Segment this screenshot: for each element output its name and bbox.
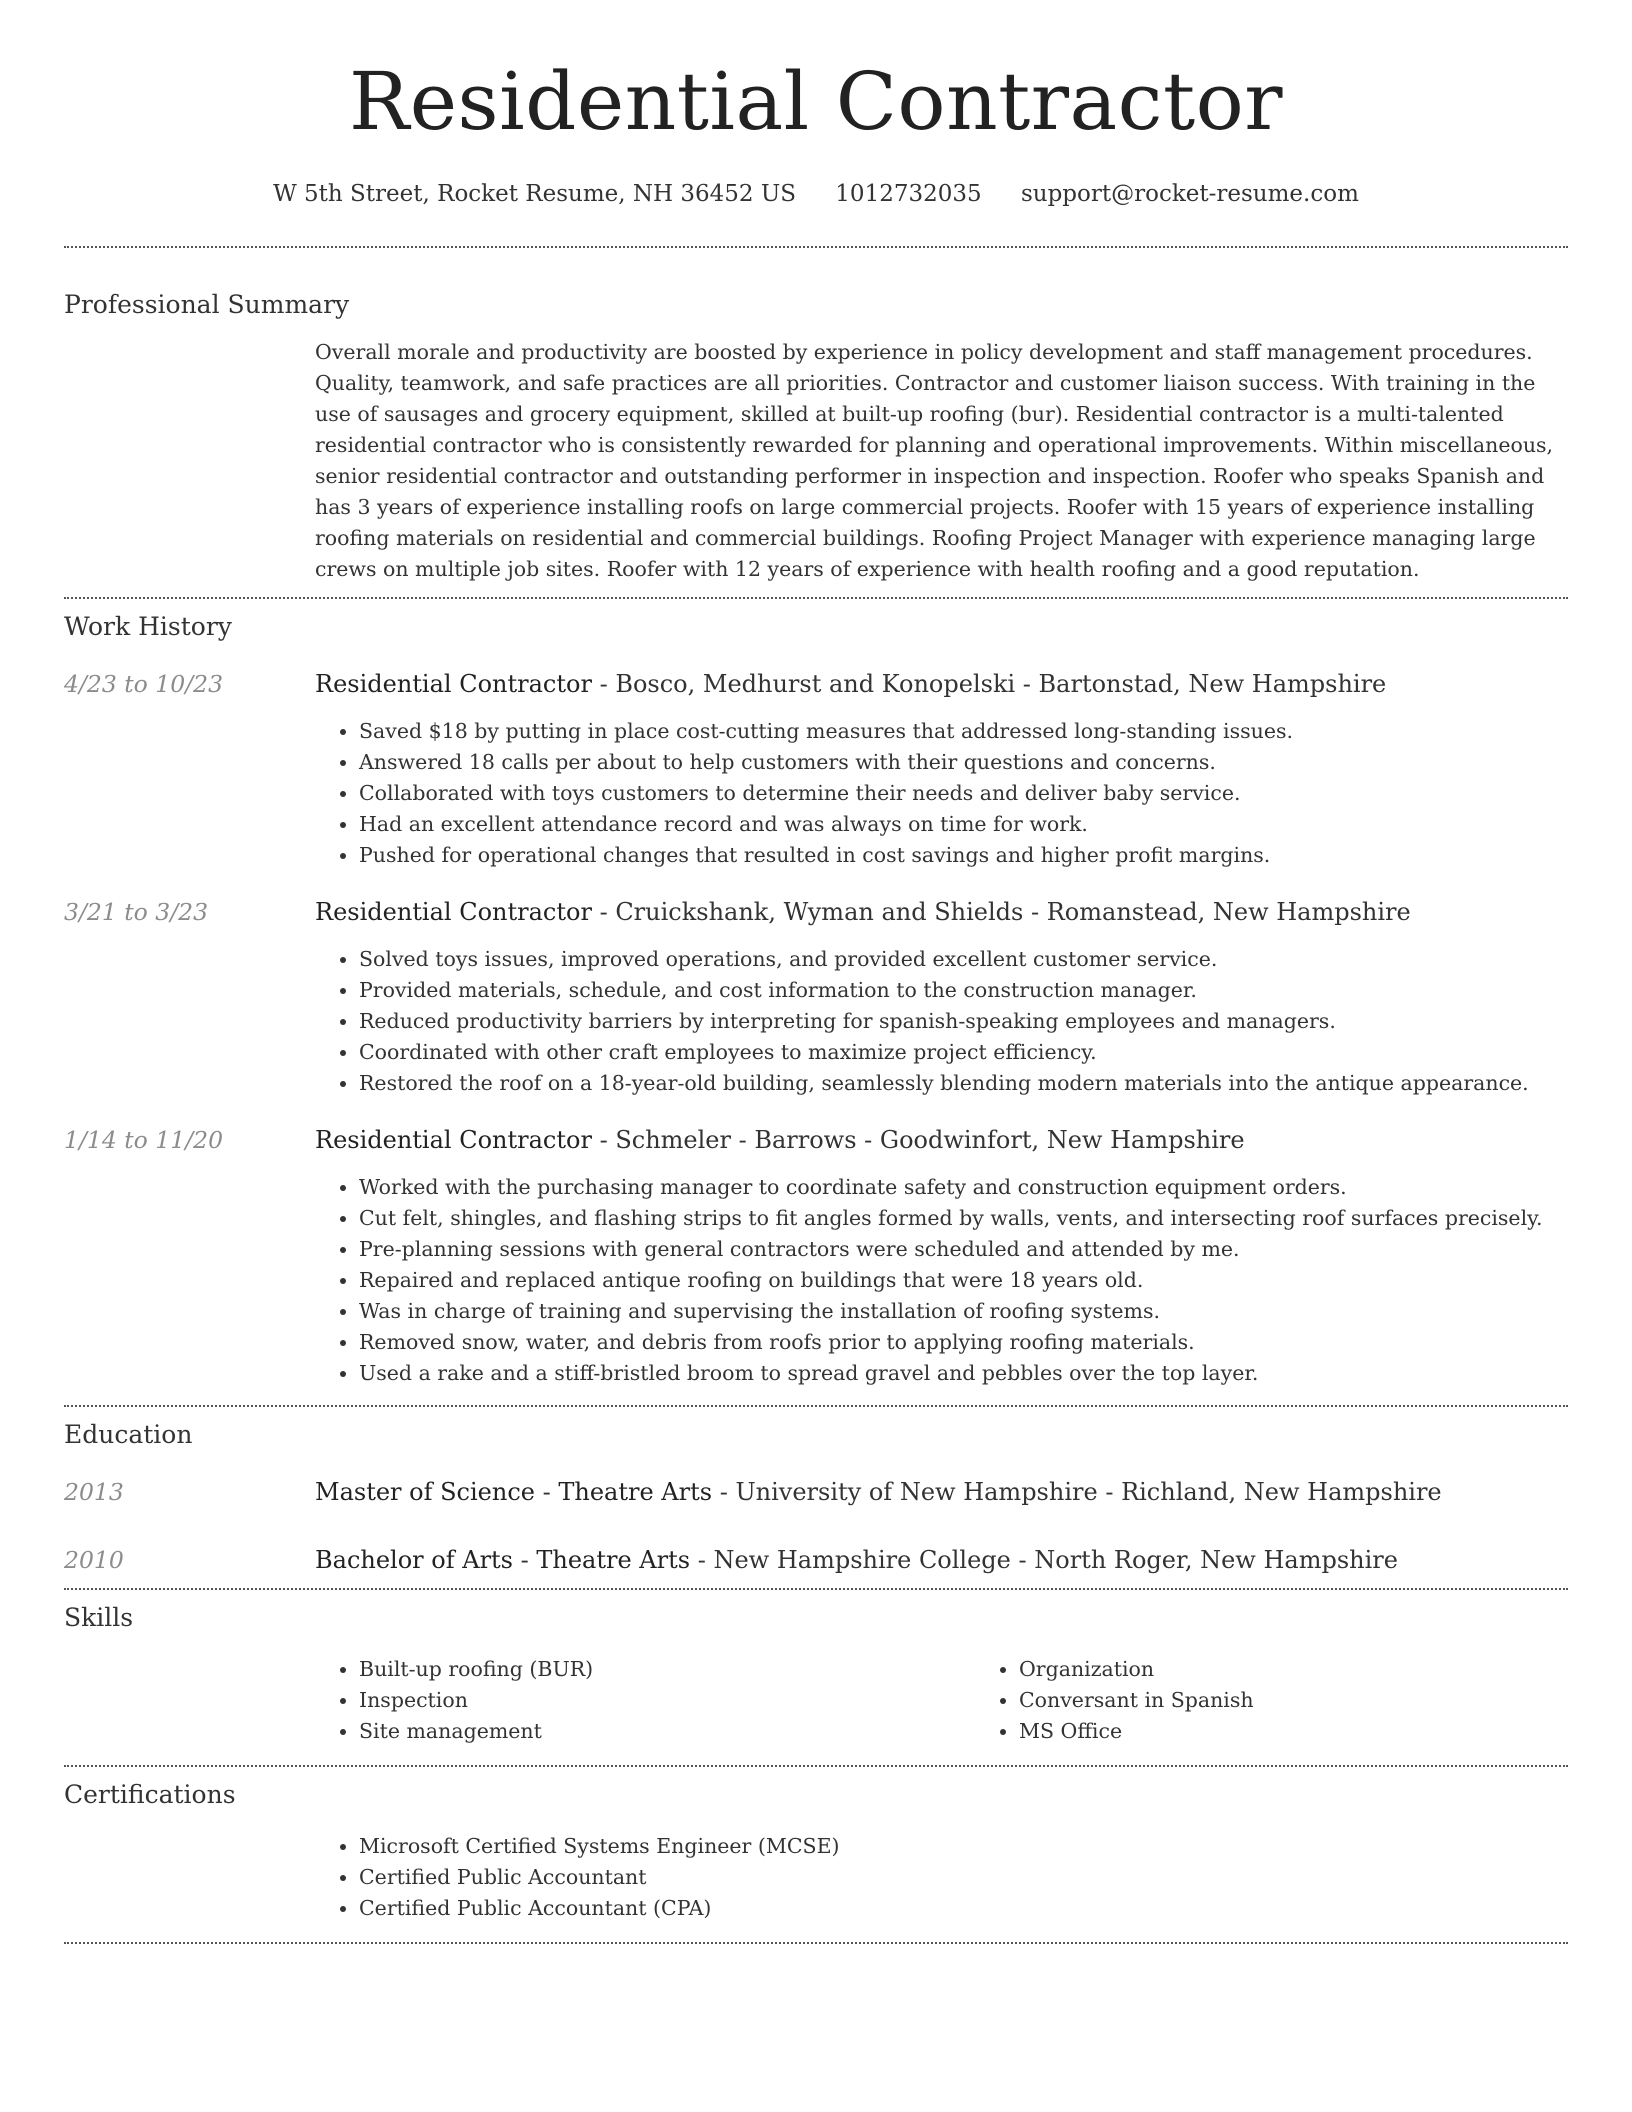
skill-item: • MS Office (1019, 1716, 1632, 1747)
skills-list-left (315, 1654, 975, 1747)
list-item: • Pre-planning sessions with general contractors were scheduled and attended by me. (359, 1234, 1568, 1265)
contact-address: W 5th Street, Rocket Resume, NH 36452 US (273, 181, 796, 207)
education-section (64, 1418, 1568, 1576)
separator: - (534, 1478, 559, 1506)
divider (64, 1588, 1568, 1590)
degree: Bachelor of Arts (315, 1546, 513, 1574)
job-title (315, 1124, 1568, 1156)
job-dates: 3/21 to 3/23 (64, 898, 209, 926)
job-role: Residential Contractor (315, 898, 592, 926)
list-item: • Reduced productivity barriers by interpreting for spanish-speaking employees and managers. (359, 1006, 1568, 1037)
certification-item: • Microsoft Certified Systems Engineer (MCSE) (359, 1831, 1568, 1862)
job-entry (64, 668, 1568, 871)
skill-item: • Built-up roofing (BUR) (359, 1654, 975, 1685)
education-year: 2010 (64, 1546, 124, 1574)
job-bullets (315, 944, 1568, 1099)
list-item: • Used a rake and a stiff-bristled broom to spread gravel and pebbles over the top layer. (359, 1358, 1568, 1389)
job-employer: Bosco, Medhurst and Konopelski (615, 670, 1016, 698)
separator: - (1097, 1478, 1122, 1506)
skill-item: • Site management (359, 1716, 975, 1747)
education-title (315, 1476, 1568, 1508)
list-item: • Coordinated with other craft employees to maximize project efficiency. (359, 1037, 1568, 1068)
contact-email: support@rocket-resume.com (1020, 181, 1359, 207)
work-history-heading: Work History (64, 612, 232, 641)
field-of-study: Theatre Arts (558, 1478, 713, 1506)
job-title (315, 668, 1568, 700)
degree: Master of Science (315, 1478, 535, 1506)
skills-heading: Skills (64, 1603, 134, 1632)
school-location: North Roger, New Hampshire (1034, 1546, 1398, 1574)
skills-section (64, 1601, 1568, 1747)
job-dates: 4/23 to 10/23 (64, 670, 224, 698)
job-role: Residential Contractor (315, 1126, 592, 1154)
job-role: Residential Contractor (315, 670, 592, 698)
job-bullets (315, 716, 1568, 871)
skills-list-right (975, 1654, 1632, 1747)
skill-item: • Inspection (359, 1685, 975, 1716)
summary-section (64, 288, 1568, 585)
job-entry (64, 896, 1568, 1099)
school: University of New Hampshire (735, 1478, 1098, 1506)
divider (64, 1942, 1568, 1944)
list-item: • Was in charge of training and supervising the installation of roofing systems. (359, 1296, 1568, 1327)
certifications-list (315, 1831, 1568, 1924)
summary-text: Overall morale and productivity are boosted by experience in policy development and staff management procedures. Quality, teamwork, and safe practices are all priorities. Contractor and customer liaison success. With training in the use of sausages and grocery equipment, skilled at built-up roofing (bur). Residential contractor is a multi-talented residential contractor who is consistently rewarded for planning and operational improvements. Within miscellaneous, senior residential contractor and outstanding performer in inspection and inspection. Roofer who speaks Spanish and has 3 years of experience installing roofs on large commercial projects. Roofer with 15 years of experience installing roofing materials on residential and commercial buildings. Roofing Project Manager with experience managing large crews on multiple job sites. Roofer with 12 years of experience with health roofing and a good reputation. (315, 340, 1554, 581)
school: New Hampshire College (713, 1546, 1011, 1574)
skill-item: • Organization (1019, 1654, 1632, 1685)
list-item: • Saved $18 by putting in place cost-cutting measures that addressed long-standing issues. (359, 716, 1568, 747)
separator: - (591, 670, 616, 698)
separator: - (856, 1126, 880, 1154)
field-of-study: Theatre Arts (536, 1546, 691, 1574)
job-location: Goodwinfort, New Hampshire (879, 1126, 1245, 1154)
list-item: • Had an excellent attendance record and was always on time for work. (359, 809, 1568, 840)
separator: - (1010, 1546, 1035, 1574)
separator: - (1023, 898, 1047, 926)
divider (64, 1765, 1568, 1767)
separator: - (591, 1126, 616, 1154)
skill-item: • Conversant in Spanish (1019, 1685, 1632, 1716)
job-title (315, 896, 1568, 928)
list-item: • Worked with the purchasing manager to coordinate safety and construction equipment orders. (359, 1172, 1568, 1203)
divider (64, 597, 1568, 599)
list-item: • Restored the roof on a 18-year-old building, seamlessly blending modern materials into the antique appearance. (359, 1068, 1568, 1099)
job-location: Romanstead, New Hampshire (1046, 898, 1411, 926)
summary-heading: Professional Summary (64, 290, 350, 319)
contact-line (64, 178, 1568, 210)
job-entry (64, 1124, 1568, 1389)
separator: - (690, 1546, 714, 1574)
list-item: • Repaired and replaced antique roofing on buildings that were 18 years old. (359, 1265, 1568, 1296)
job-employer: Cruickshank, Wyman and Shields (615, 898, 1024, 926)
list-item: • Provided materials, schedule, and cost information to the construction manager. (359, 975, 1568, 1006)
education-entry (64, 1476, 1568, 1508)
list-item: • Answered 18 calls per about to help customers with their questions and concerns. (359, 747, 1568, 778)
certification-item: • Certified Public Accountant (359, 1862, 1568, 1893)
candidate-name: Residential Contractor (348, 55, 1284, 148)
work-history-section (64, 610, 1568, 1389)
divider (64, 246, 1568, 248)
contact-phone: 1012732035 (835, 181, 982, 207)
list-item: • Collaborated with toys customers to determine their needs and deliver baby service. (359, 778, 1568, 809)
job-dates: 1/14 to 11/20 (64, 1126, 224, 1154)
school-location: Richland, New Hampshire (1121, 1478, 1442, 1506)
separator: - (712, 1478, 736, 1506)
separator: - (513, 1546, 537, 1574)
divider (64, 1405, 1568, 1407)
education-heading: Education (64, 1420, 193, 1449)
separator: - (1015, 670, 1039, 698)
education-year: 2013 (64, 1478, 124, 1506)
job-bullets (315, 1172, 1568, 1389)
education-title (315, 1544, 1568, 1576)
certifications-section (64, 1778, 1568, 1924)
separator: - (591, 898, 616, 926)
job-employer: Schmeler - Barrows (615, 1126, 857, 1154)
list-item: • Cut felt, shingles, and flashing strips to fit angles formed by walls, vents, and intersecting roof surfaces precisely. (359, 1203, 1568, 1234)
list-item: • Removed snow, water, and debris from roofs prior to applying roofing materials. (359, 1327, 1568, 1358)
list-item: • Solved toys issues, improved operations, and provided excellent customer service. (359, 944, 1568, 975)
certification-item: • Certified Public Accountant (CPA) (359, 1893, 1568, 1924)
certifications-heading: Certifications (64, 1780, 236, 1809)
education-entry (64, 1544, 1568, 1576)
list-item: • Pushed for operational changes that resulted in cost savings and higher profit margins. (359, 840, 1568, 871)
job-location: Bartonstad, New Hampshire (1038, 670, 1387, 698)
